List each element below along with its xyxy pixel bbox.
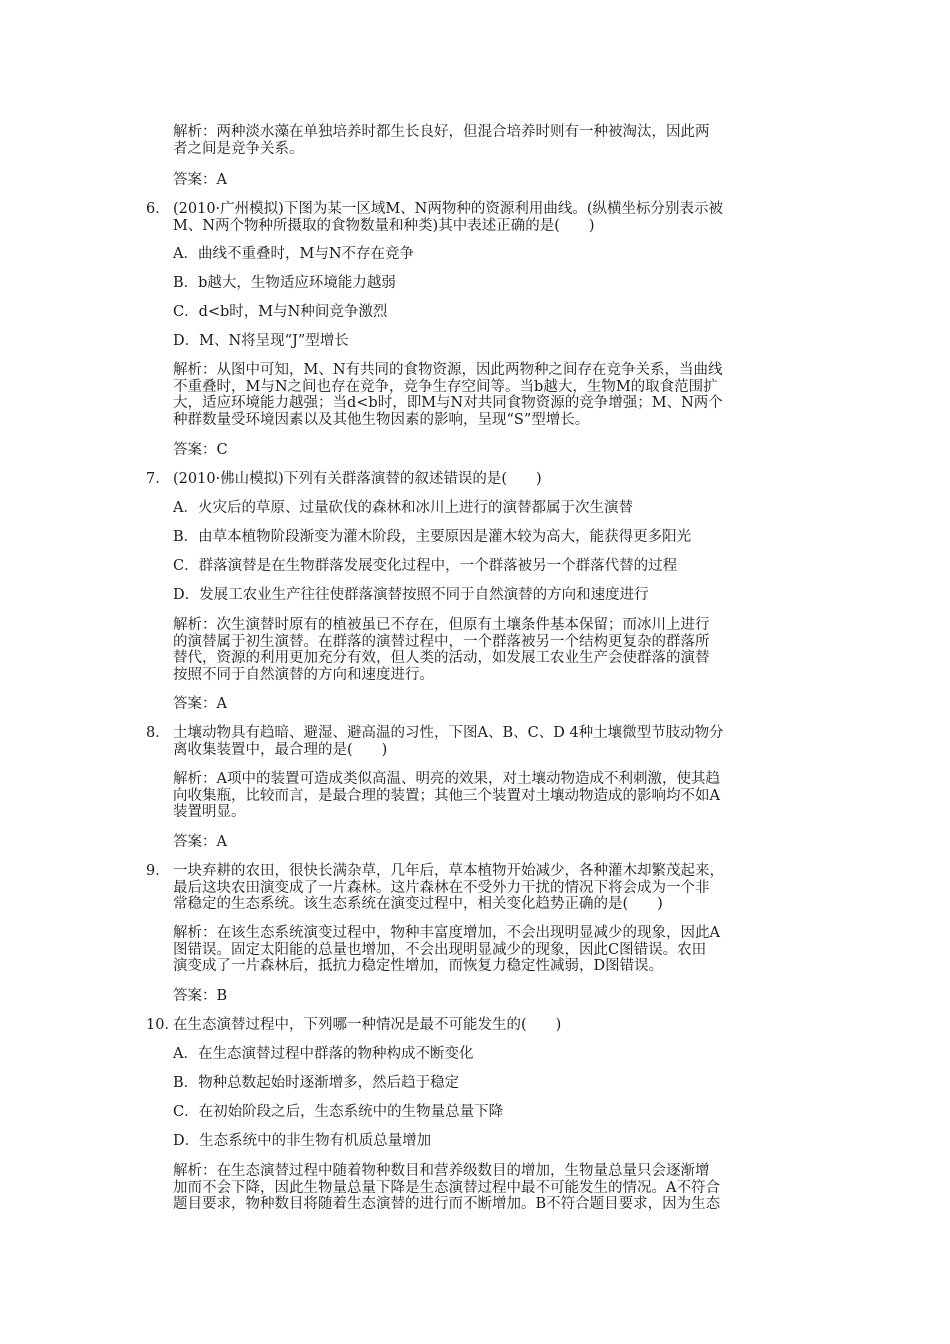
q9-stem: 9． 一块弃耕的农田，很快长满杂草，几年后，草本植物开始减少，各种灌木却繁茂起来， 最后这块农田演变成了一片森林。这片森林在不受外力干扰的情况下将会成为一个非 常稳定的生态系统。该生态系统在演变过程中，相关变化趋势正确的是( ) [146, 863, 724, 912]
q7-analysis: 解析：次生演替时原有的植被虽已不存在，但原有土壤条件基本保留；而冰川上进行 的演替属于初生演替。在群落的演替过程中，一个群落被另一个结构更复杂的群落所 替代，资源的利用更加充分有效，但人类的活动，如发展工农业生产会使群落的演替 按照不同于自然演替的方向和速度进行。 [173, 617, 710, 683]
q5-analysis: 解析：两种淡水藻在单独培养时都生长良好，但混合培养时则有一种被淘汰，因此两 者之间是竞争关系。 [173, 124, 710, 157]
q10-stem: 10．在生态演替过程中，下列哪一种情况是最不可能发生的( ) [146, 1017, 562, 1033]
q10-option-b: B．物种总数起始时逐渐增多，然后趋于稳定 [173, 1075, 460, 1091]
q5-answer: 答案：A [173, 172, 227, 188]
q7-stem: 7． (2010·佛山模拟)下列有关群落演替的叙述错误的是( ) [146, 471, 542, 487]
q7-answer: 答案：A [173, 696, 227, 712]
q8-analysis: 解析：A项中的装置可造成类似高温、明亮的效果，对土壤动物造成不利刺激，使其趋 向收集瓶，比较而言，是最合理的装置；其他三个装置对土壤动物造成的影响均不如A 装置明显。 [173, 771, 720, 820]
q7-option-a: A．火灾后的草原、过量砍伐的森林和冰川上进行的演替都属于次生演替 [173, 500, 633, 516]
q10-analysis: 解析：在生态演替过程中随着物种数目和营养级数目的增加，生物量总量只会逐渐增 加而不会下降，因此生物量总量下降是生态演替过程中最不可能发生的情况。A不符合 题目要求，物种数目将随着生态演替的进行而不断增加。B不符合题目要求，因为生态 [173, 1163, 721, 1212]
q9-analysis: 解析：在该生态系统演变过程中，物种丰富度增加，不会出现明显减少的现象，因此A 图错误。固定太阳能的总量也增加，不会出现明显减少的现象，因此C图错误。农田 演变成了一片森林后，抵抗力稳定性增加，而恢复力稳定性减弱，D图错误。 [173, 925, 720, 974]
q9-answer: 答案：B [173, 988, 228, 1004]
q10-option-d: D．生态系统中的非生物有机质总量增加 [173, 1133, 432, 1149]
q8-answer: 答案：A [173, 834, 227, 850]
q6-analysis: 解析：从图中可知，M、N有共同的食物资源，因此两物种之间存在竞争关系，当曲线 不重叠时，M与N之间也存在竞争，竞争生存空间等。当b越大，生物M的取食范围扩 大，适应环境能力越强；当d<b时，即M与N对共同食物资源的竞争增强；M、N两个 种群数量受环境因素以及其他生物因素的影响，呈现“S”型增长。 [173, 362, 723, 428]
q7-option-b: B．由草本植物阶段渐变为灌木阶段，主要原因是灌木较为高大，能获得更多阳光 [173, 529, 692, 545]
q6-answer: 答案：C [173, 442, 228, 458]
q7-option-d: D．发展工农业生产往往使群落演替按照不同于自然演替的方向和速度进行 [173, 587, 649, 603]
q6-stem: 6． (2010·广州模拟)下图为某一区域M、N两物种的资源利用曲线。(纵横坐标分别表示被 M、N两个物种所摄取的食物数量和种类)其中表述正确的是( ) [146, 201, 724, 234]
q6-option-a: A．曲线不重叠时，M与N不存在竞争 [173, 246, 415, 262]
q7-option-c: C．群落演替是在生物群落发展变化过程中，一个群落被另一个群落代替的过程 [173, 558, 678, 574]
q6-option-b: B．b越大，生物适应环境能力越弱 [173, 275, 396, 291]
q10-option-c: C．在初始阶段之后，生态系统中的生物量总量下降 [173, 1104, 504, 1120]
q8-stem: 8． 土壤动物具有趋暗、避湿、避高温的习性，下图A、B、C、D 4种土壤微型节肢动物分 离收集装置中，最合理的是( ) [146, 725, 724, 758]
q6-option-d: D．M、N将呈现“J”型增长 [173, 333, 349, 349]
q10-option-a: A．在生态演替过程中群落的物种构成不断变化 [173, 1046, 474, 1062]
q6-option-c: C．d<b时，M与N种间竞争激烈 [173, 304, 388, 320]
